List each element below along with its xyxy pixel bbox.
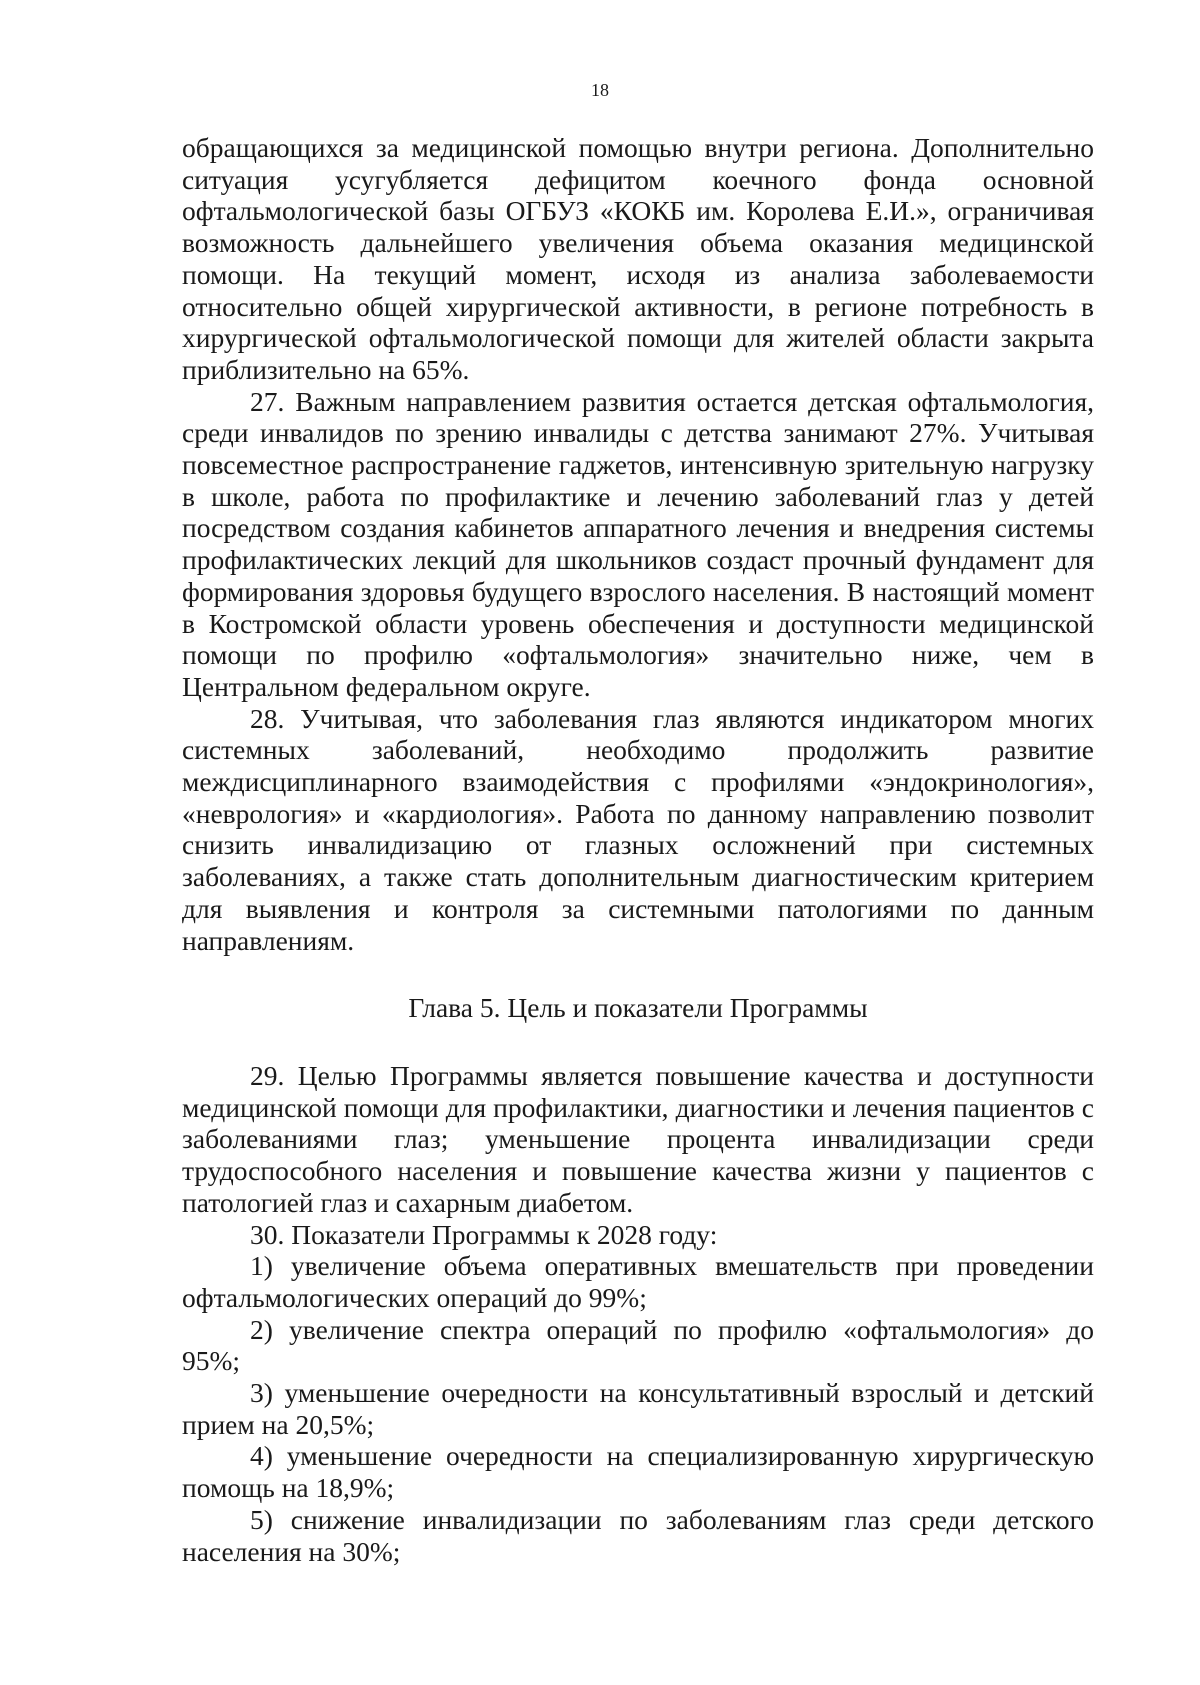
paragraph-28: 28. Учитывая, что заболевания глаз являются индикатором многих системных заболеваний, необходимо продолжить развитие междисциплинарного взаимодействия с профилями «эндокринология», «неврология» и «кардиология». Работа по данному направлению позволит снизить инвалидизацию от глазных осложнений при системных заболеваниях, а также стать дополнительным диагностическим критерием для выявления и контроля за системными патологиями по данным направлениям. (182, 702, 1094, 956)
indicator-item-4: 4) уменьшение очередности на специализированную хирургическую помощь на 18,9%; (182, 1440, 1094, 1504)
indicator-item-2: 2) увеличение спектра операций по профилю «офтальмология» до 95%; (182, 1313, 1094, 1377)
paragraph-29: 29. Целью Программы является повышение качества и доступности медицинской помощи для профилактики, диагностики и лечения пациентов с заболеваниями глаз; уменьшение процента инвалидизации среди трудоспособного населения и повышение качества жизни у пациентов с патологией глаз и сахарным диабетом. (182, 1059, 1094, 1218)
paragraph-continuation: обращающихся за медицинской помощью внутри региона. Дополнительно ситуация усугубляется дефицитом коечного фонда основной офтальмологической базы ОГБУЗ «КОКБ им. Королева Е.И.», ограничивая возможность дальнейшего увеличения объема оказания медицинской помощи. На текущий момент, исходя из анализа заболеваемости относительно общей хирургической активности, в регионе потребность в хирургической офтальмологической помощи для жителей области закрыта приблизительно на 65%. (182, 132, 1094, 385)
paragraph-30: 30. Показатели Программы к 2028 году: (250, 1218, 718, 1250)
document-body (182, 132, 1094, 1567)
paragraph-27: 27. Важным направлением развития остается детская офтальмология, среди инвалидов по зрению инвалиды с детства занимают 27%. Учитывая повсеместное распространение гаджетов, интенсивную зрительную нагрузку в школе, работа по профилактике и лечению заболеваний глаз у детей посредством создания кабинетов аппаратного лечения и внедрения системы профилактических лекций для школьников создаст прочный фундамент для формирования здоровья будущего взрослого населения. В настоящий момент в Костромской области уровень обеспечения и доступности медицинской помощи по профилю «офтальмология» значительно ниже, чем в Центральном федеральном округе. (182, 385, 1094, 702)
indicator-item-3: 3) уменьшение очередности на консультативный взрослый и детский прием на 20,5%; (182, 1377, 1094, 1440)
indicator-item-1: 1) увеличение объема оперативных вмешательств при проведении офтальмологических операций до 99%; (182, 1250, 1094, 1313)
chapter-title: Глава 5. Цель и показатели Программы (408, 992, 868, 1024)
indicator-item-5: 5) снижение инвалидизации по заболеваниям глаз среди детского населения на 30%; (182, 1503, 1094, 1567)
page-number: 18 (591, 80, 609, 100)
